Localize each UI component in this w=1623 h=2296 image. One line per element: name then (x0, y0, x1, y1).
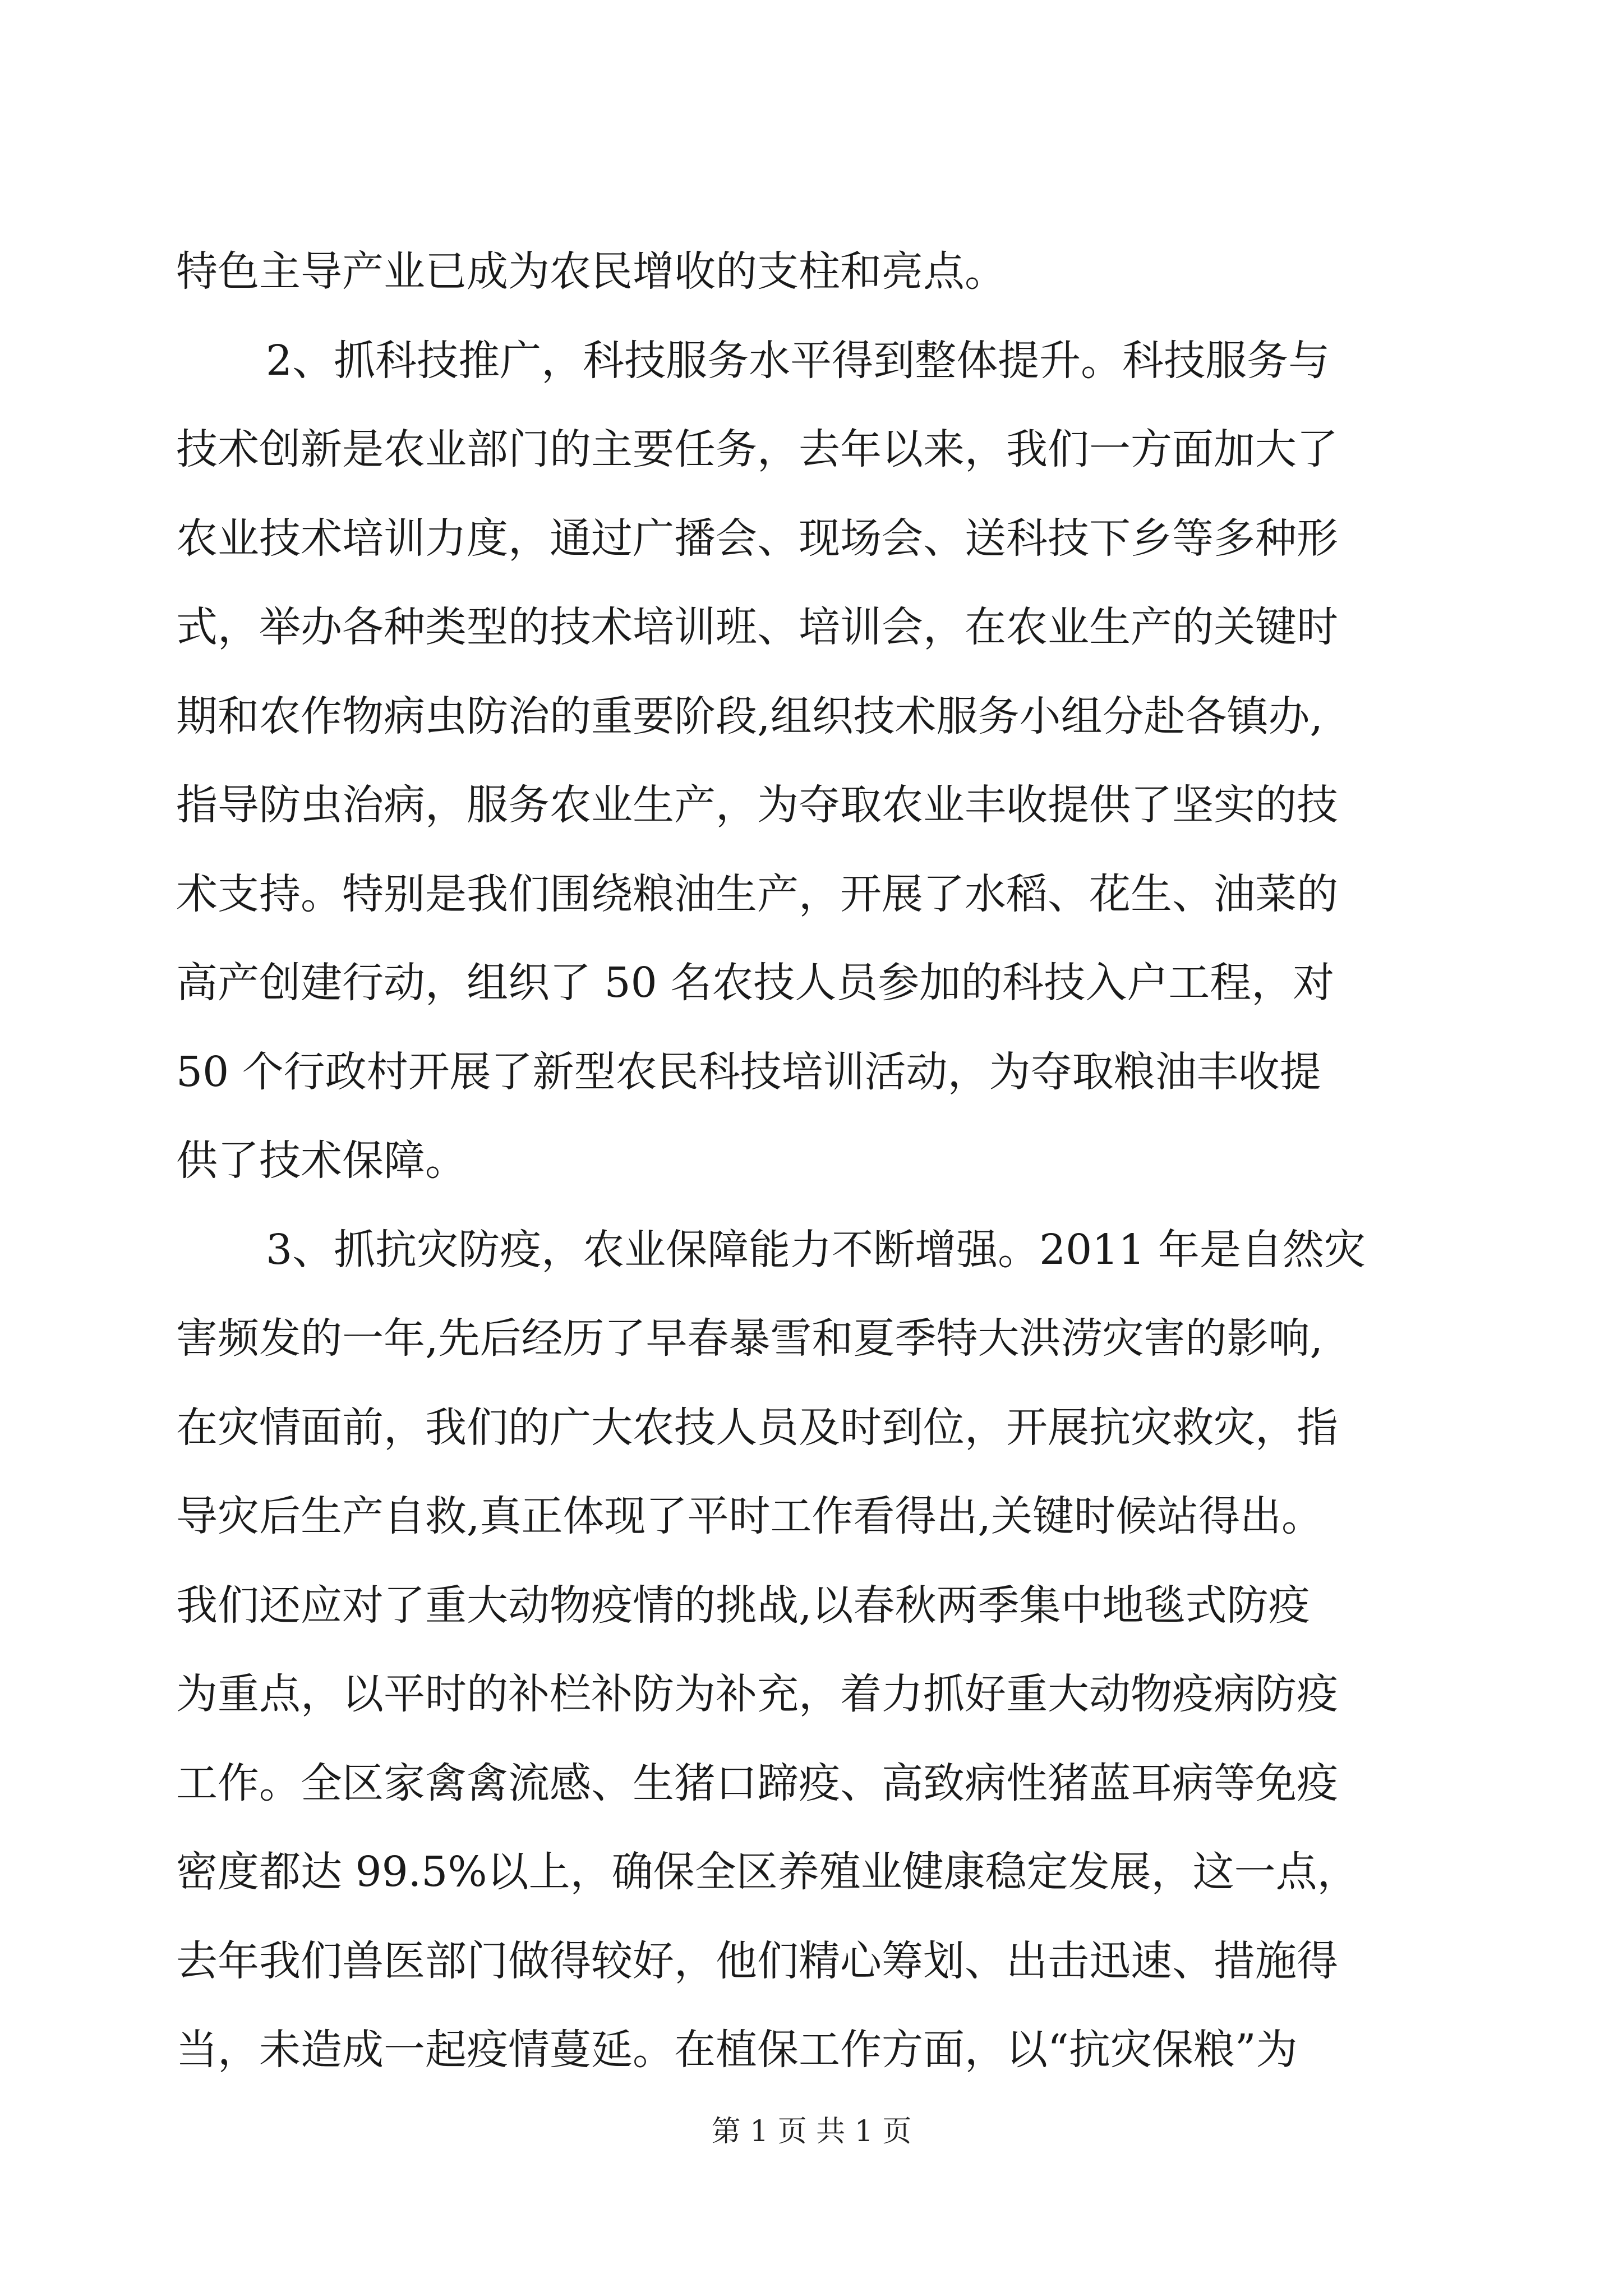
text-line: 指导防虫治病，服务农业生产，为夺取农业丰收提供了坚实的技 (176, 781, 1338, 829)
text-line: 式，举办各种类型的技术培训班、培训会，在农业生产的关键时 (176, 603, 1338, 651)
text-line: 在灾情面前，我们的广大农技人员及时到位，开展抗灾救灾，指 (176, 1403, 1338, 1452)
text-line: 50 个行政村开展了新型农民科技培训活动，为夺取粮油丰收提 (176, 1047, 1321, 1096)
text-line: 工作。全区家禽禽流感、生猪口蹄疫、高致病性猪蓝耳病等免疫 (176, 1759, 1338, 1807)
body-text (176, 227, 1449, 2095)
text-line: 期和农作物病虫防治的重要阶段,组织技术服务小组分赴各镇办, (176, 692, 1324, 740)
text-line: 特色主导产业已成为农民增收的支柱和亮点。 (176, 247, 1006, 296)
text-line: 当，未造成一起疫情蔓延。在植保工作方面，以“抗灾保粮”为 (176, 2026, 1298, 2074)
text-line: 密度都达 99.5%以上，确保全区养殖业健康稳定发展，这一点， (176, 1848, 1359, 1896)
text-line: 3、抓抗灾防疫，农业保障能力不断增强。2011 年是自然灾 (266, 1225, 1366, 1274)
text-line: 术支持。特别是我们围绕粮油生产，开展了水稻、花生、油菜的 (176, 869, 1338, 918)
text-line: 去年我们兽医部门做得较好，他们精心筹划、出击迅速、措施得 (176, 1936, 1338, 1985)
text-line: 高产创建行动，组织了 50 名农技人员参加的科技入户工程，对 (176, 959, 1335, 1007)
text-line: 害频发的一年,先后经历了早春暴雪和夏季特大洪涝灾害的影响, (176, 1314, 1324, 1363)
text-line: 2、抓科技推广，科技服务水平得到整体提升。科技服务与 (266, 336, 1330, 385)
text-line: 供了技术保障。 (176, 1137, 467, 1185)
text-line: 技术创新是农业部门的主要任务，去年以来，我们一方面加大了 (176, 425, 1338, 473)
text-line: 为重点，以平时的补栏补防为补充，着力抓好重大动物疫病防疫 (176, 1670, 1338, 1718)
page-footer: 第 1 页 共 1 页 (711, 2115, 912, 2148)
text-line: 农业技术培训力度，通过广播会、现场会、送科技下乡等多种形 (176, 514, 1338, 563)
text-line: 我们还应对了重大动物疫情的挑战,以春秋两季集中地毯式防疫 (176, 1581, 1310, 1630)
text-line: 导灾后生产自救,真正体现了平时工作看得出,关键时候站得出。 (176, 1492, 1324, 1540)
